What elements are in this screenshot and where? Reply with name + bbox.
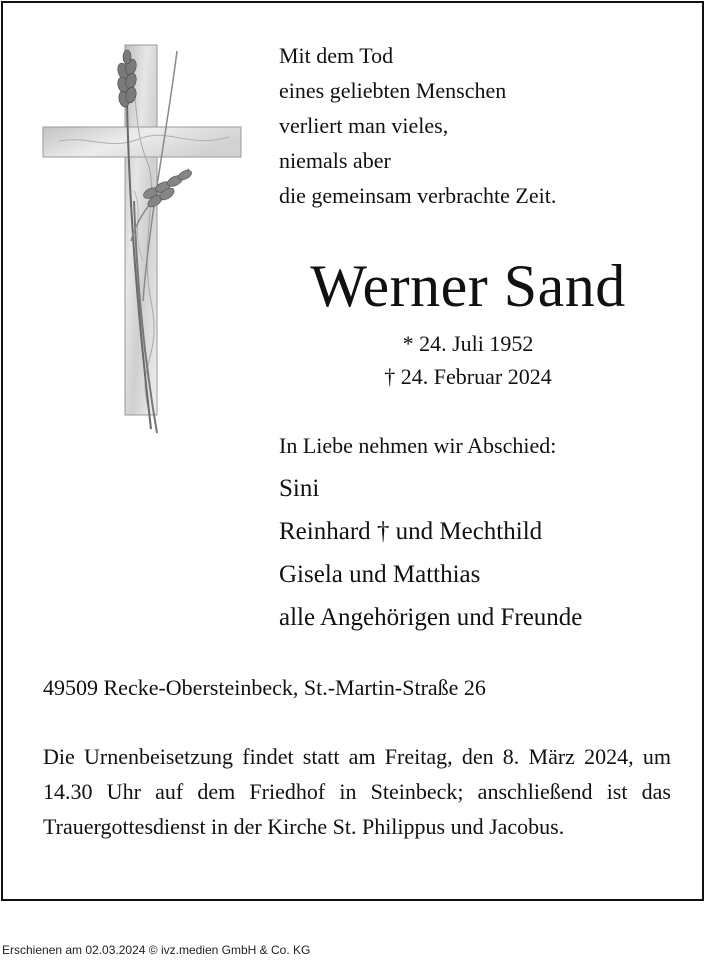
mourners-list	[279, 467, 582, 639]
birth-date: * 24. Juli 1952	[402, 331, 534, 356]
poem-line: verliert man vieles,	[279, 113, 449, 138]
mourner-name: Sini	[279, 475, 320, 502]
mourner-name: alle Angehörigen und Freunde	[279, 604, 583, 631]
publication-credit: Erschienen am 02.03.2024 © ivz.medien GmbH & Co. KG	[2, 943, 311, 957]
marble-cross-with-wheat-icon	[39, 41, 249, 441]
poem-line: niemals aber	[279, 148, 391, 173]
address: 49509 Recke-Obersteinbeck, St.-Martin-Straße 26	[43, 675, 486, 700]
ceremony-notice: Die Urnenbeisetzung findet statt am Freitag, den 8. März 2024, um 14.30 Uhr auf dem Friedhof in Steinbeck; anschließend ist das Trauergottesdienst in der Kirche St. Philippus und Jacobus.	[43, 744, 671, 839]
poem-line: die gemeinsam verbrachte Zeit.	[279, 183, 557, 208]
poem-line: Mit dem Tod	[279, 43, 394, 68]
deceased-name: Werner Sand	[310, 253, 626, 319]
poem-line: eines geliebten Menschen	[279, 78, 507, 103]
death-date: † 24. Februar 2024	[384, 364, 552, 389]
mourner-name: Gisela und Matthias	[279, 561, 481, 588]
life-dates	[263, 327, 673, 393]
mourner-name: Reinhard † und Mechthild	[279, 518, 543, 545]
farewell-intro: In Liebe nehmen wir Abschied:	[279, 433, 557, 458]
poem	[279, 38, 699, 213]
obituary-frame	[1, 1, 704, 901]
